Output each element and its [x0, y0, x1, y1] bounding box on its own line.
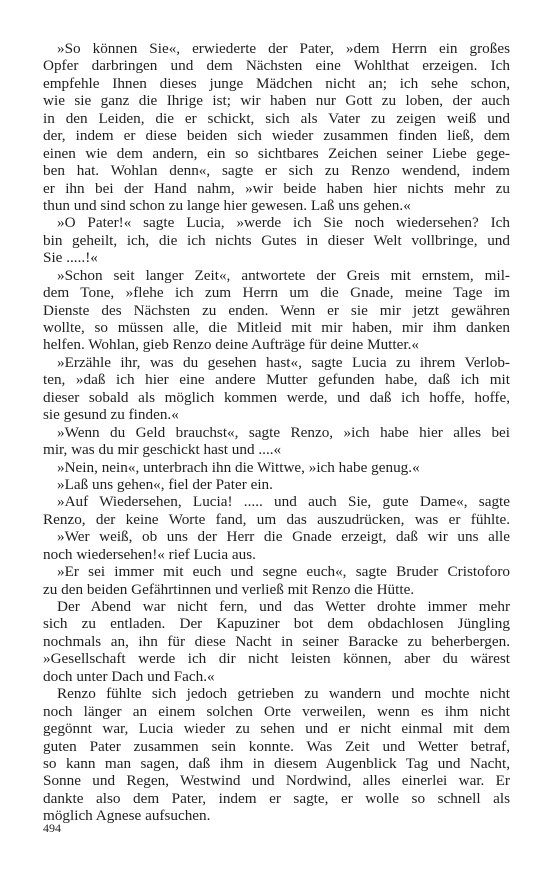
- text-line: »O Pater!« sagte Lucia, »werde ich Sie noch wiedersehen? Ich: [57, 214, 510, 232]
- text-line: wollte, so müssen alle, die Mitleid mit mir haben, mir ihm danken: [43, 319, 510, 336]
- text-line: der, indem er diese beiden sich wieder zusammen finden ließ, dem: [43, 127, 510, 145]
- text-line: ben hat. Wohlan denn«, sagte er sich zu Renzo wendend, indem: [43, 162, 510, 180]
- text-line: »Wenn du Geld brauchst«, sagte Renzo, »ich habe hier alles bei: [57, 423, 510, 441]
- text-line: einen wie dem andern, ein so sichtbares Zeichen seiner Liebe gege-: [43, 144, 510, 162]
- text-line: sich zu entladen. Der Kapuziner bot dem obdachlosen Jüngling: [43, 615, 510, 633]
- text-line: noch wiedersehen!« rief Lucia aus.: [43, 545, 256, 563]
- text-line: thun und sind schon zu lange hier gewesen. Laß uns gehen.«: [43, 196, 411, 214]
- text-line: »Wer weiß, ob uns der Herr die Gnade erzeigt, daß wir uns alle: [57, 528, 510, 546]
- text-line: dem Tone, »flehe ich zum Herrn um die Gnade, meine Tage im: [43, 284, 510, 302]
- text-line: helfen. Wohlan, gieb Renzo deine Aufträge für deine Mutter.«: [43, 336, 419, 354]
- text-line: gegönnt war, Lucia wieder zu sehen und er nicht einmal mit dem: [43, 720, 510, 738]
- text-line: Sie .....!«: [43, 249, 98, 267]
- text-line: in den Leiden, die er schickt, sich als Vater zu zeigen weiß und: [43, 109, 510, 127]
- text-line: »Auf Wiedersehen, Lucia! ..... und auch Sie, gute Dame«, sagte: [57, 493, 510, 511]
- text-line: möglich Agnese aufsuchen.: [43, 807, 211, 825]
- text-line: doch unter Dach und Fach.«: [43, 667, 215, 685]
- text-line: bin geheilt, ich, die ich nichts Gutes in dieser Welt vollbringe, und: [43, 231, 510, 249]
- text-line: dankte also dem Pater, indem er sagte, er wolle so schnell als: [43, 789, 510, 807]
- text-line: so kann man sagen, daß ihm in diesem Augenblick Tag und Nacht,: [43, 754, 510, 772]
- text-line: »Nein, nein«, unterbrach ihn die Wittwe, »ich habe genug.«: [57, 458, 420, 476]
- text-line: Renzo fühlte sich jedoch getrieben zu wandern und mochte nicht: [57, 685, 510, 703]
- text-line: zu den beiden Gefährtinnen und verließ mit Renzo die Hütte.: [43, 580, 415, 598]
- text-line: sie gesund zu finden.«: [43, 406, 179, 424]
- text-line: dieser sobald als möglich kommen werde, und daß ich hoffe, hoffe,: [43, 388, 510, 406]
- text-line: »Erzähle ihr, was du gesehen hast«, sagte Lucia zu ihrem Verlob-: [57, 353, 510, 371]
- text-line: mir, was du mir geschickt hast und ....«: [43, 441, 282, 459]
- text-line: Opfer darbringen und dem Nächsten eine Wohlthat erzeigen. Ich: [43, 57, 510, 75]
- page-number: 494: [43, 821, 61, 835]
- text-line: ten, »daß ich hier eine andere Mutter gefunden habe, daß ich mit: [43, 371, 510, 389]
- text-line: wie sie ganz die Ihrige ist; wir haben nur Gott zu loben, der auch: [43, 92, 510, 110]
- text-line: empfehle Ihnen dieses junge Mädchen nicht an; ich sehe schon,: [43, 74, 510, 92]
- text-line: Dienste des Nächsten zu enden. Wenn er sie mir jetzt gewähren: [43, 301, 510, 319]
- text-line: er ihn bei der Hand nahm, »wir beide haben hier nichts mehr zu: [43, 179, 510, 197]
- text-line: noch länger an einem solchen Orte verweilen, wenn es ihm nicht: [43, 702, 510, 720]
- text-line: Sonne und Regen, Westwind und Nordwind, alles einerlei war. Er: [43, 772, 510, 790]
- text-line: »So können Sie«, erwiederte der Pater, »dem Herrn ein großes: [57, 40, 510, 57]
- text-line: »Er sei immer mit euch und segne euch«, sagte Bruder Cristoforo: [57, 563, 510, 581]
- text-line: Renzo, der keine Worte fand, um das auszudrücken, was er fühlte.: [43, 510, 510, 528]
- text-line: Der Abend war nicht fern, und das Wetter drohte immer mehr: [57, 598, 510, 615]
- text-line: »Laß uns gehen«, fiel der Pater ein.: [57, 475, 273, 493]
- text-line: »Gesellschaft werde ich dir nicht leisten können, aber du wärest: [43, 650, 510, 668]
- text-line: guten Pater zusammen sein konnte. Was Zeit und Wetter betraf,: [43, 737, 510, 755]
- text-line: nochmals an, ihn für diese Nacht in seiner Baracke zu beherbergen.: [43, 632, 510, 650]
- text-line: »Schon seit langer Zeit«, antwortete der Greis mit ernstem, mil-: [57, 266, 510, 284]
- page-body: [43, 40, 510, 825]
